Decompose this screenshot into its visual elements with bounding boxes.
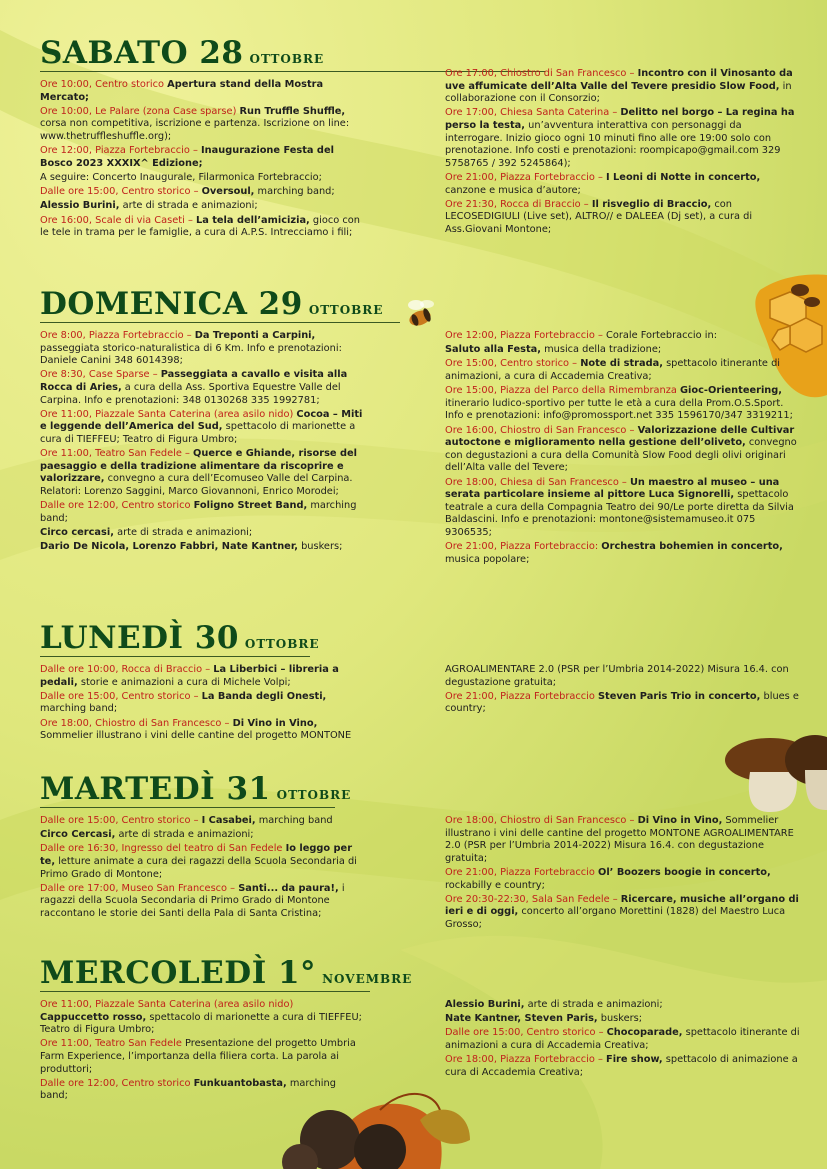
event-title: I Leoni di Notte in concerto, [606,171,761,183]
day-heading [40,620,800,660]
event-time: Ore 12:00, Piazza Fortebraccio – [40,145,198,157]
event-title: Note di strada, [580,358,663,370]
event-item [445,664,800,689]
event-title: Valorizzazione delle Cultivar autoctone e miglioramento nella gestione dell’oliveto, [445,424,795,449]
event-time: Ore 18:00, Piazza Fortebraccio – [445,1054,603,1066]
day-name: LUNEDÌ 30 [40,620,239,656]
event-title: Santi... da paura!, [238,882,339,894]
event-time: Dalle ore 17:00, Museo San Francesco – [40,882,236,894]
event-title: Gioc-Orienteering, [680,385,783,397]
event-title: Delitto nel borgo – La regina ha perso la testa, [445,107,795,131]
event-desc: i ragazzi della Scuola Secondaria di Primo Grado di Montone raccontano le storie dei Santi della Pala di Santa Cristina; [40,882,345,919]
event-time: Ore 18:00, Chiesa di San Francesco – [445,476,627,488]
day-month: OTTOBRE [276,788,352,802]
event-title: Un maestro al museo – una serata particolare insieme al pittore Luca Signorelli, [445,476,780,501]
event-time: Ore 21:00, Piazza Fortebraccio [445,866,595,878]
event-item [40,106,365,144]
event-title: I Casabei, [201,815,256,826]
day-heading [40,286,800,326]
event-desc: passeggiata storico-naturalistica di 6 Km. Info e prenotazioni: Daniele Canini 348 6014398; [40,342,342,367]
event-time: Ore 11:00, Teatro San Fedele – [40,448,190,460]
day-section-lunedi [40,620,800,742]
event-desc: blues e country; [445,690,799,715]
event-item [445,477,800,540]
events-right-column [445,999,800,1081]
event-item [40,172,365,185]
events-left-column [40,330,365,555]
event-item [40,186,365,199]
event-time: Ore 10:00, Le Palare (zona Case sparse) [40,105,237,117]
event-desc: un’avventura interattiva con personaggi da interrogare. Inizio gioco ogni 10 minuti fino alle ore 19:00 solo con prenotazione. Info costi e prenotazioni: roompicapo@gmail.com 329 5758765 / 392 5245864); [445,119,781,169]
event-desc: buskers; [301,541,343,553]
event-title: La Banda degli Onesti, [201,690,327,702]
event-time: Ore 21:00, Piazza Fortebraccio [445,690,595,702]
event-item [40,448,365,498]
event-desc: marching band; [257,186,335,198]
event-desc: marching band; [40,703,118,715]
event-desc: arte di strada e animazioni; [118,829,254,841]
event-title: Incontro con il Vinosanto da uve affumicate dell’Alta Valle del Tevere presidio Slow Food, [445,68,793,92]
events-left-column [40,999,365,1105]
event-desc: buskers; [600,1013,643,1025]
event-desc: spettacolo di animazione a cura di Accademia Creativa; [445,1054,798,1078]
event-title: Passeggiata a cavallo e visita alla Rocca di Aries, [40,369,348,393]
event-item [445,330,800,343]
event-item [40,200,365,213]
event-desc: rockabilly e country; [445,879,545,891]
event-item [445,344,800,357]
event-time: Ore 15:00, Piazza del Parco della Rimembranza [445,385,677,397]
truffle-leaves-image [282,1094,470,1169]
event-item [40,883,365,921]
event-desc: concerto all’organo Morettini (1828) del Maestro Luca Grosso; [445,906,786,930]
event-desc: Presentazione del progetto Umbria Farm Experience, l’importanza della filiera corta. La parola ai produttori; [40,1038,356,1075]
event-title: Ol’ Boozers boogie in concerto, [598,866,771,878]
event-time: Ore 16:00, Scale di via Caseti – [40,214,193,226]
events-right-column [445,330,800,568]
event-desc: arte di strada e animazioni; [122,200,258,212]
event-title: Funkuantobasta, [193,1077,287,1089]
event-desc: musica popolare; [445,553,530,565]
event-title: Orchestra bohemien in concerto, [601,541,783,553]
event-title: Di Vino in Vino, [637,815,723,826]
event-item [40,369,365,407]
event-desc: canzone e musica d’autore; [445,184,581,196]
event-item [40,815,365,828]
event-time: Dalle ore 12:00, Centro storico [40,1077,191,1089]
event-title: Cocoa – Miti e leggende dell’America del Sud, [40,408,363,433]
event-time: Ore 11:00, Piazzale Santa Caterina (area asilo nido) [40,999,294,1010]
day-name: MARTEDÌ 31 [40,771,271,807]
event-desc: A seguire: Concerto Inaugurale, Filarmonica Fortebraccio; [40,171,322,183]
events-right-column [445,815,800,933]
event-item [445,68,800,106]
event-item [40,215,365,240]
event-title: La tela dell’amicizia, [195,214,310,226]
event-time: Ore 17:00, Chiesa Santa Caterina – [445,107,618,119]
event-desc: con LECOSEDIGIULI (Live set), ALTRO// e DALEEA (Dj set), a cura di Ass.Giovani Montone; [445,198,753,235]
day-heading [40,955,800,995]
event-desc: marching band; [40,1077,336,1102]
event-time: Dalle ore 16:30, Ingresso del teatro di San Fedele [40,843,283,855]
event-item [445,199,800,237]
event-item [445,1013,800,1026]
event-desc: storie e animazioni a cura di Michele Volpi; [80,676,291,688]
day-section-sabato [40,35,800,239]
event-time: Ore 11:00, Teatro San Fedele [40,1038,182,1050]
day-month: OTTOBRE [244,637,320,651]
day-name: SABATO 28 [40,35,244,71]
event-title: Da Treponti a Carpini, [194,330,316,341]
event-time: Ore 10:00, Centro storico [40,79,165,90]
event-item [40,527,365,540]
event-desc: spettacolo itinerante di animazioni, a cura di Accademia Creativa; [445,358,781,382]
event-time: Dalle ore 15:00, Centro storico – [40,690,199,702]
event-item [445,107,800,170]
event-time: Dalle ore 10:00, Rocca di Braccio – [40,664,211,675]
event-title: Alessio Burini, [40,200,120,212]
event-item [40,500,365,525]
event-desc: spettacolo di marionette a cura di TIEFFEU; Teatro di Figura Umbro; [40,421,356,445]
event-desc: corsa non competitiva, iscrizione e partenza. Iscrizione on line: www.thetruffleshuffle.org); [40,118,350,142]
event-time: Ore 18:00, Chiostro di San Francesco – [40,717,230,729]
event-desc: a cura della Ass. Sportiva Equestre Valle del Carpina. Info e prenotazioni: 348 0130268 335 1992781; [40,381,341,406]
event-title: Run Truffle Shuffle, [239,105,346,117]
event-time: Ore 21:00, Piazza Fortebraccio: [445,541,599,553]
event-time: Ore 21:00, Piazza Fortebraccio – [445,171,603,183]
event-item [445,691,800,716]
day-name: MERCOLEDÌ 1° [40,955,317,991]
event-desc: spettacolo di marionette a cura di TIEFFEU; Teatro di Figura Umbro; [40,1011,362,1036]
day-month: OTTOBRE [308,303,384,317]
event-desc: musica della tradizione; [544,344,662,356]
event-title: Alessio Burini, [445,999,525,1010]
event-title: Inaugurazione Festa del Bosco 2023 XXXIX^ Edizione; [40,145,334,169]
events-left-column [40,815,365,922]
event-desc: marching band [258,815,333,826]
event-title: Foligno Street Band, [193,500,308,512]
event-time: Ore 12:00, Piazza Fortebraccio – [445,330,603,341]
heading-divider [40,656,310,657]
event-time: Ore 11:00, Piazzale Santa Caterina (area asilo nido) [40,408,294,420]
day-section-domenica [40,286,800,565]
event-title: Nate Kantner, Steven Paris, [445,1013,598,1025]
event-title: Saluto alla Festa, [445,344,541,356]
event-item [40,999,365,1037]
event-desc: letture animate a cura dei ragazzi della Scuola Secondaria di Primo Grado di Montone; [40,855,357,880]
event-title: Fire show, [606,1054,663,1066]
event-title: Dario De Nicola, Lorenzo Fabbri, Nate Kantner, [40,541,298,553]
event-item [445,385,800,423]
event-item [445,425,800,475]
event-time: Ore 8:30, Case Sparse – [40,369,158,381]
event-item [445,541,800,566]
event-title: Circo Cercasi, [40,829,116,841]
event-desc: spettacolo teatrale a cura della Compagnia Teatro dei 90/Le porte diretta da Silvia Baldascini. Info e prenotazioni: montone@sistemamuseo.it 075 9306535; [445,489,794,538]
event-time: Dalle ore 15:00, Centro storico – [40,186,199,198]
event-item [40,843,365,881]
event-item [40,79,365,104]
event-item [40,541,365,554]
event-time: Ore 20:30-22:30, Sala San Fedele – [445,893,618,905]
event-desc: spettacolo itinerante di animazioni a cura di Accademia Creativa; [445,1027,800,1051]
event-item [445,999,800,1012]
event-title: Io leggo per te, [40,843,353,867]
events-right-column [445,664,800,718]
event-desc: Sommelier illustrano i vini delle cantine del progetto MONTONE AGROALIMENTARE 2.0 (PSR per l’Umbria 2014-2022) Misura 16.4. con degustazione gratuita; [445,815,794,864]
event-title: Circo cercasi, [40,526,114,538]
event-title: Chocoparade, [606,1027,683,1039]
event-time: Ore 21:30, Rocca di Braccio – [445,198,589,210]
event-time: Ore 8:00, Piazza Fortebraccio – [40,330,192,341]
event-desc: convegno con degustazioni a cura della Comunità Slow Food degli olivi originari dell’Alta valle del Tevere; [445,437,797,474]
event-desc: Corale Fortebraccio in: [606,330,717,341]
event-item [445,172,800,197]
event-desc: marching band; [40,500,357,524]
event-time: Ore 17:00, Chiostro di San Francesco – [445,68,635,79]
event-time: Ore 16:00, Chiostro di San Francesco – [445,424,635,436]
event-time: Dalle ore 15:00, Centro storico – [40,815,199,826]
event-desc: convegno a cura dell’Ecomuseo Valle del Carpina. Relatori: Lorenzo Saggini, Marco Giovannoni, Enrico Morodei; [40,473,353,497]
event-item [445,1027,800,1052]
event-desc: Sommelier illustrano i vini delle cantine del progetto MONTONE [40,730,352,742]
event-desc: gioco con le tele in trama per le famiglie, a cura di A.P.S. Intrecciamo i fili; [40,214,360,239]
event-desc: AGROALIMENTARE 2.0 (PSR per l’Umbria 2014-2022) Misura 16.4. con degustazione gratuita; [445,664,789,688]
event-title: Il risveglio di Braccio, [591,198,712,210]
event-title: La Liberbici – libreria a pedali, [40,664,339,688]
event-item [445,1054,800,1079]
day-month: OTTOBRE [249,52,325,66]
heading-divider [40,807,335,808]
events-left-column [40,79,365,241]
event-title: Apertura stand della Mostra Mercato; [40,79,324,103]
event-item [40,330,365,368]
event-desc: arte di strada e animazioni; [527,999,663,1010]
event-desc: in collaborazione con il Consorzio; [445,80,792,105]
event-time: Ore 15:00, Centro storico – [445,358,578,370]
event-title: Querce e Ghiande, risorse del paesaggio e della tradizione alimentare da riscoprire e valorizzare, [40,448,357,485]
event-title: Oversoul, [201,186,255,198]
events-right-column [445,68,800,238]
event-item [445,358,800,383]
day-name: DOMENICA 29 [40,286,303,322]
event-desc: itinerario ludico-sportivo per tutte le età a cura della Prom.O.S.Sport. Info e prenotazioni: info@promossport.net 335 1596170/347 3319211; [445,397,793,422]
event-title: Steven Paris Trio in concerto, [598,690,761,702]
event-title: Cappuccetto rosso, [40,1011,147,1023]
heading-divider [40,322,400,323]
day-month: NOVEMBRE [322,972,413,986]
event-item [40,718,365,743]
event-title: Ricercare, musiche all’organo di ieri e di oggi, [445,893,799,918]
events-left-column [40,664,365,744]
event-item [40,1078,365,1103]
event-item [445,815,800,865]
day-section-mercoledi [40,955,800,1102]
event-item [40,1038,365,1076]
day-section-martedi [40,771,800,930]
heading-divider [40,991,370,992]
event-item [40,691,365,716]
event-time: Ore 18:00, Chiostro di San Francesco – [445,815,635,826]
event-time: Dalle ore 15:00, Centro storico – [445,1027,604,1039]
event-item [445,894,800,932]
event-item [40,664,365,689]
event-title: Di Vino in Vino, [232,717,318,729]
event-item [40,829,365,842]
day-heading [40,771,800,811]
event-item [40,145,365,170]
event-time: Dalle ore 12:00, Centro storico [40,500,191,512]
event-desc: arte di strada e animazioni; [117,526,253,538]
event-item [40,409,365,447]
event-item [445,867,800,892]
